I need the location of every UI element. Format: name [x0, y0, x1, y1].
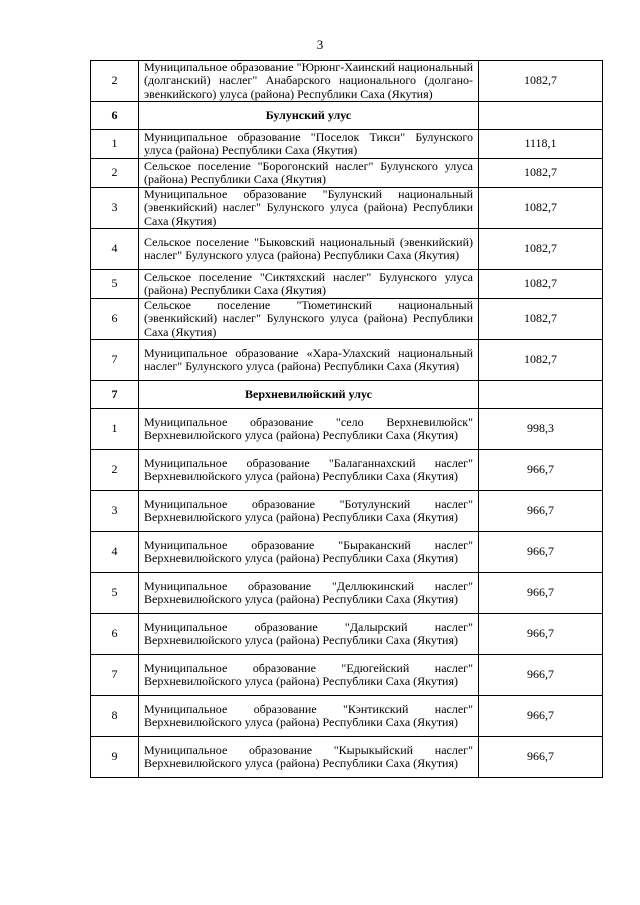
municipality-name: Муниципальное образование "Юрюнг-Хаинский национальный (долганский) наслег" Анабарского национального (долгано-эвенкийского) улуса (района) Республики Саха (Якутия) [139, 61, 479, 102]
table-row [91, 409, 603, 450]
row-value: 1082,7 [479, 270, 603, 299]
row-number: 1 [91, 130, 139, 159]
table-row [91, 61, 603, 102]
municipality-name: Муниципальное образование «Хара-Улахский национальный наслег" Булунского улуса (района) Республики Саха (Якутия) [139, 340, 479, 381]
row-number: 1 [91, 409, 139, 450]
table-row [91, 614, 603, 655]
row-value: 966,7 [479, 450, 603, 491]
row-number: 2 [91, 61, 139, 102]
row-number: 6 [91, 614, 139, 655]
row-number: 4 [91, 532, 139, 573]
row-value: 1082,7 [479, 61, 603, 102]
row-number: 7 [91, 655, 139, 696]
table-row [91, 188, 603, 229]
row-value: 966,7 [479, 532, 603, 573]
row-value: 1082,7 [479, 299, 603, 340]
table-row [91, 270, 603, 299]
allowance-table [90, 60, 603, 778]
table-row [91, 340, 603, 381]
table-row [91, 532, 603, 573]
table-row [91, 130, 603, 159]
table-row [91, 229, 603, 270]
table-row [91, 737, 603, 778]
municipality-name: Муниципальное образование "Деллюкинский наслег" Верхневилюйского улуса (района) Республики Саха (Якутия) [139, 573, 479, 614]
table-row [91, 573, 603, 614]
row-number: 5 [91, 573, 139, 614]
row-number: 3 [91, 188, 139, 229]
table-row [91, 696, 603, 737]
table-row [91, 159, 603, 188]
table-body [91, 61, 603, 778]
row-value: 1082,7 [479, 340, 603, 381]
row-number: 8 [91, 696, 139, 737]
municipality-name: Муниципальное образование "Балаганнахский наслег" Верхневилюйского улуса (района) Республики Саха (Якутия) [139, 450, 479, 491]
page-number: 3 [316, 37, 324, 52]
row-number: 7 [91, 340, 139, 381]
row-number: 2 [91, 450, 139, 491]
row-number: 4 [91, 229, 139, 270]
municipality-name: Сельское поселение "Быковский национальный (эвенкийский) наслег" Булунского улуса (района) Республики Саха (Якутия) [139, 229, 479, 270]
row-value: 1082,7 [479, 188, 603, 229]
municipality-name: Муниципальное образование "Ботулунский наслег" Верхневилюйского улуса (района) Республики Саха (Якутия) [139, 491, 479, 532]
municipality-name: Муниципальное образование "Быраканский наслег" Верхневилюйского улуса (района) Республики Саха (Якутия) [139, 532, 479, 573]
row-value: 1118,1 [479, 130, 603, 159]
row-value: 966,7 [479, 491, 603, 532]
municipality-name: Муниципальное образование "село Верхневилюйск" Верхневилюйского улуса (района) Республики Саха (Якутия) [139, 409, 479, 450]
row-value: 966,7 [479, 614, 603, 655]
section-value [479, 102, 603, 130]
row-number: 5 [91, 270, 139, 299]
row-number: 2 [91, 159, 139, 188]
section-row [91, 102, 603, 130]
table-row [91, 299, 603, 340]
row-value: 966,7 [479, 737, 603, 778]
row-value: 966,7 [479, 696, 603, 737]
table-row [91, 655, 603, 696]
municipality-name: Муниципальное образование "Едюгейский наслег" Верхневилюйского улуса (района) Республики Саха (Якутия) [139, 655, 479, 696]
municipality-name: Муниципальное образование "Поселок Тикси" Булунского улуса (района) Республики Саха (Якутия) [139, 130, 479, 159]
row-value: 998,3 [479, 409, 603, 450]
section-value [479, 381, 603, 409]
row-value: 966,7 [479, 573, 603, 614]
section-number: 7 [91, 381, 139, 409]
municipality-name: Сельское поселение "Тюметинский национальный (эвенкийский) наслег" Булунского улуса (района) Республики Саха (Якутия) [139, 299, 479, 340]
section-title: Булунский улус [139, 102, 479, 130]
section-number: 6 [91, 102, 139, 130]
row-value: 1082,7 [479, 229, 603, 270]
row-number: 9 [91, 737, 139, 778]
table-row [91, 450, 603, 491]
row-number: 6 [91, 299, 139, 340]
municipality-name: Муниципальное образование "Булунский национальный (эвенкийский) наслег" Булунского улуса (района) Республики Саха (Якутия) [139, 188, 479, 229]
municipality-name: Муниципальное образование "Кэнтикский наслег" Верхневилюйского улуса (района) Республики Саха (Якутия) [139, 696, 479, 737]
municipality-name: Муниципальное образование "Кырыкыйский наслег" Верхневилюйского улуса (района) Республики Саха (Якутия) [139, 737, 479, 778]
municipality-name: Муниципальное образование "Далырский наслег" Верхневилюйского улуса (района) Республики Саха (Якутия) [139, 614, 479, 655]
section-title: Верхневилюйский улус [139, 381, 479, 409]
municipality-name: Сельское поселение "Сиктяхский наслег" Булунского улуса (района) Республики Саха (Якутия) [139, 270, 479, 299]
row-value: 966,7 [479, 655, 603, 696]
municipality-name: Сельское поселение "Борогонский наслег" Булунского улуса (района) Республики Саха (Якутия) [139, 159, 479, 188]
row-number: 3 [91, 491, 139, 532]
row-value: 1082,7 [479, 159, 603, 188]
table-row [91, 491, 603, 532]
section-row [91, 381, 603, 409]
